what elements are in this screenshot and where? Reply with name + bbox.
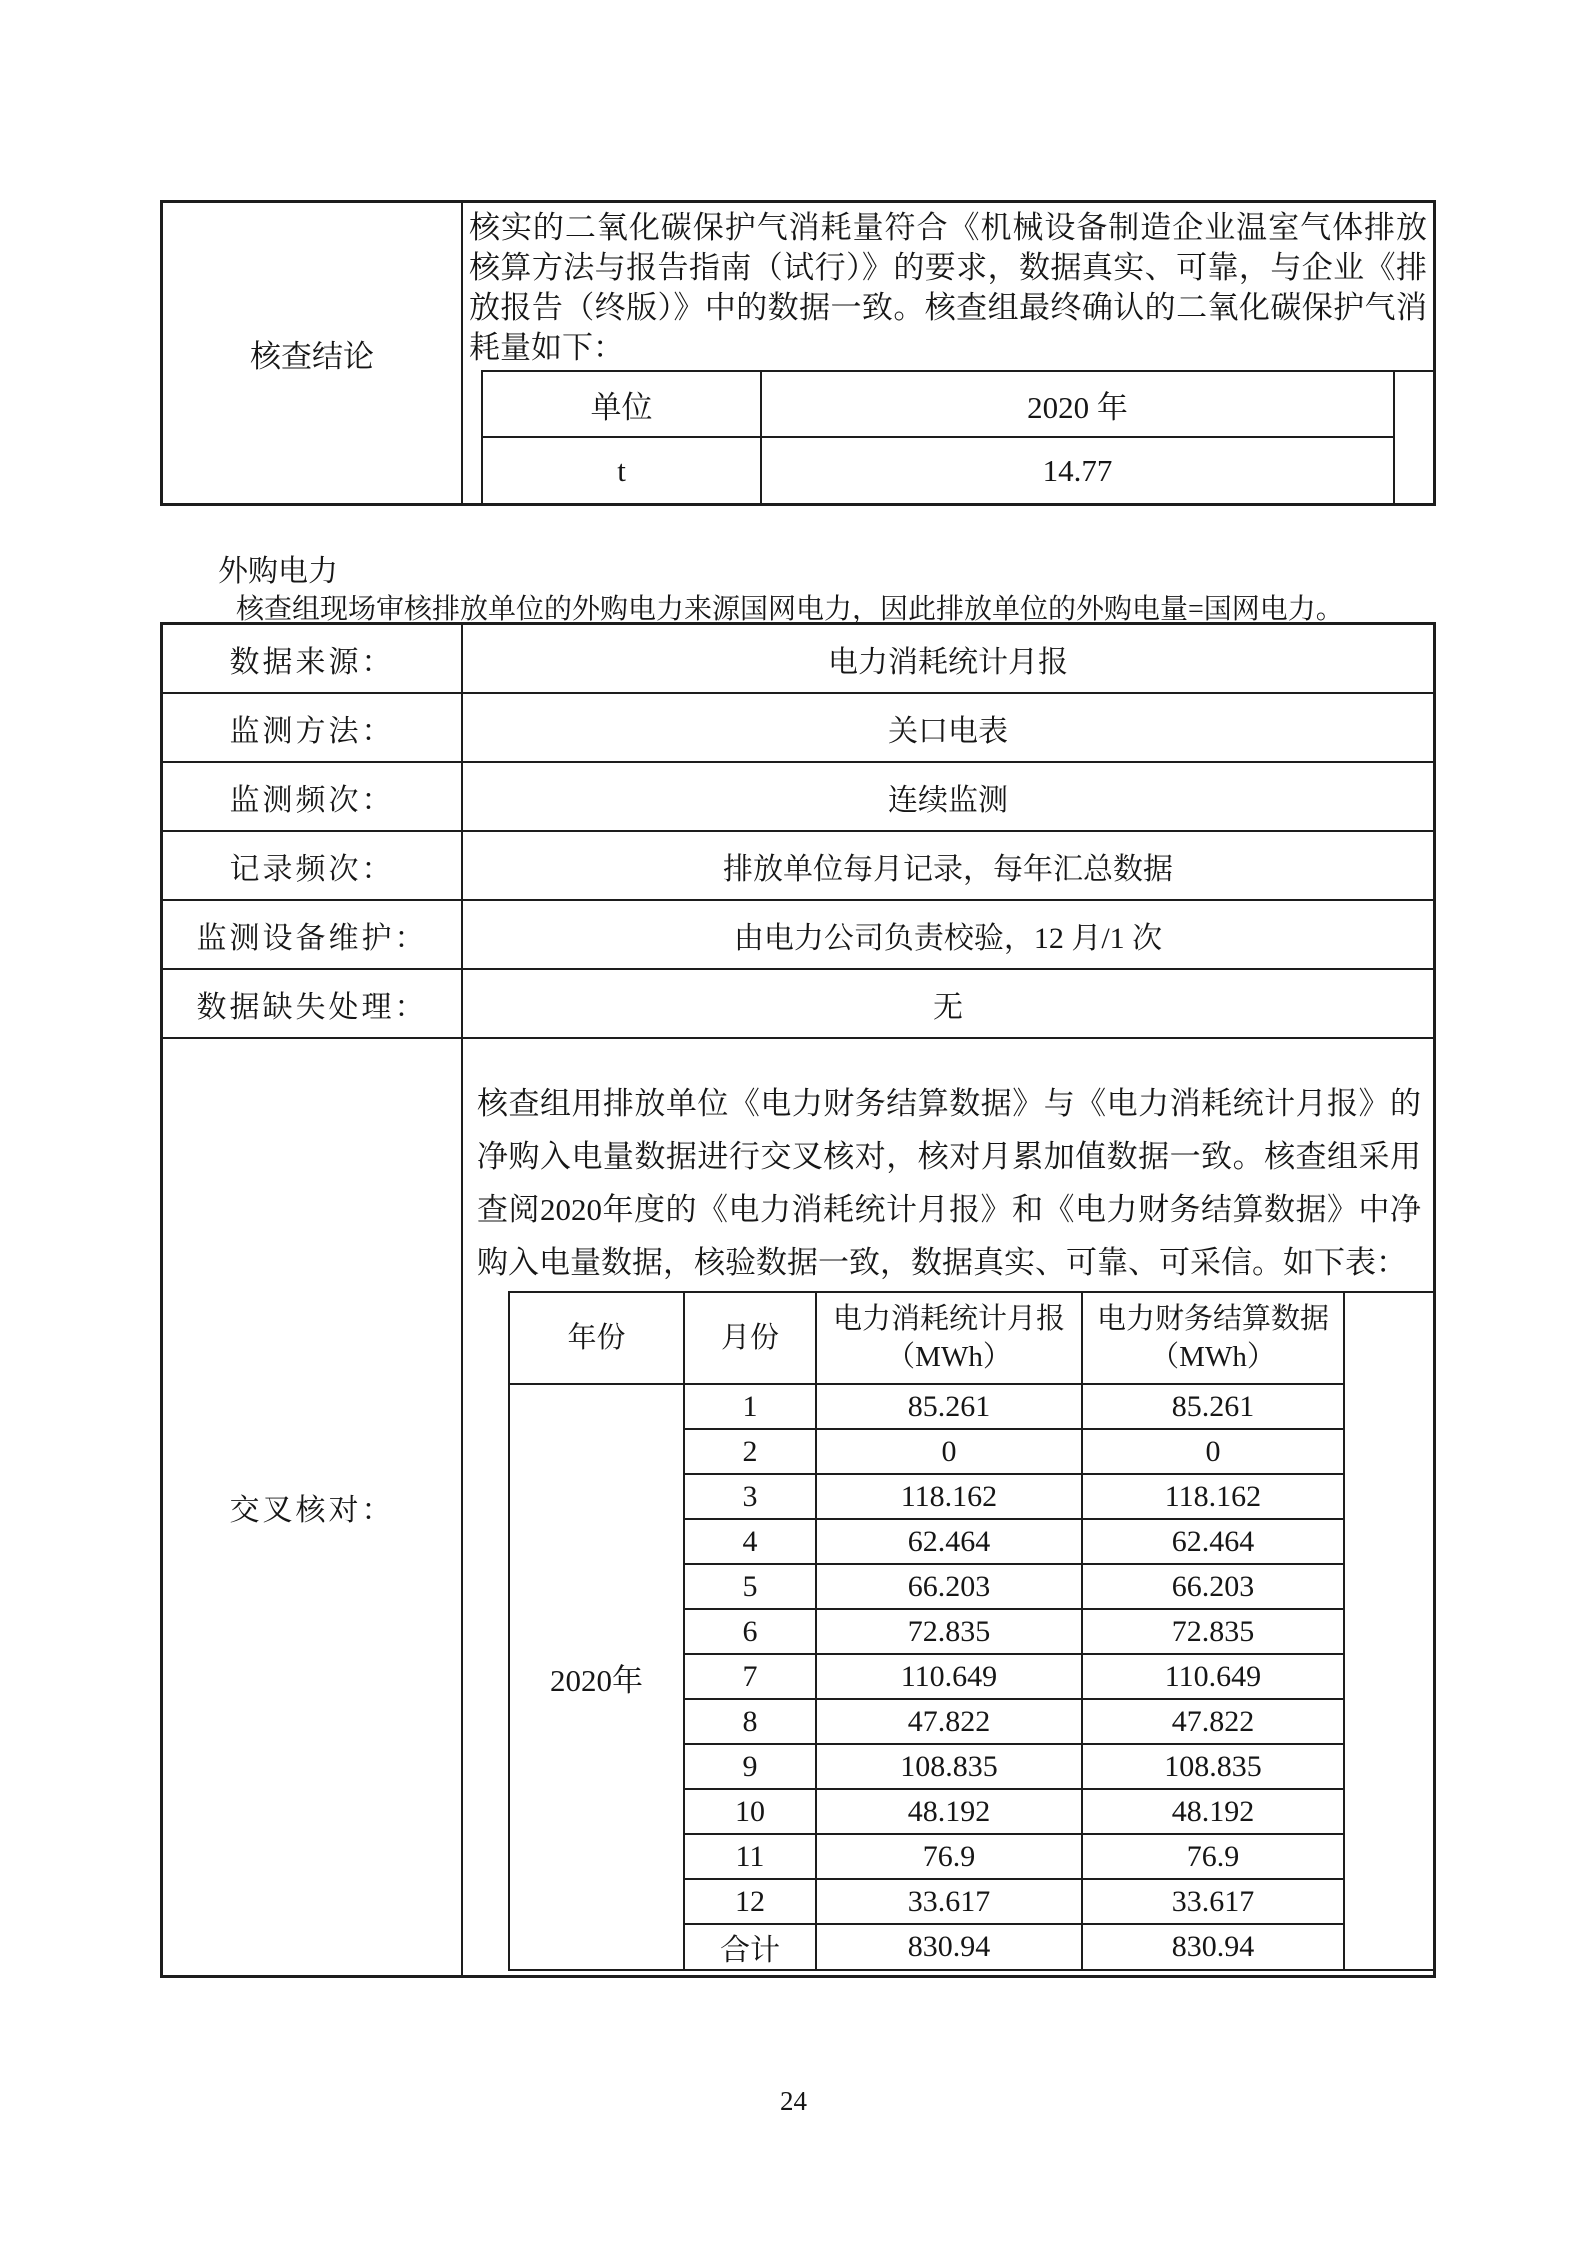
cross-check-row [163, 1039, 1433, 1975]
spacer-cell [1344, 1292, 1433, 1970]
consumption-header-line1: 电力消耗统计月报 [832, 1303, 1065, 1335]
settlement-header-line1: 电力财务结算数据 [1096, 1303, 1329, 1335]
settlement-cell: 72.835 [1082, 1609, 1344, 1654]
consumption-column-header [816, 1292, 1082, 1384]
consumption-total-cell: 830.94 [816, 1924, 1082, 1970]
info-value: 排放单位每月记录，每年汇总数据 [723, 852, 1173, 886]
info-value: 由电力公司负责校验，12 月/1 次 [733, 921, 1163, 955]
info-value: 电力消耗统计月报 [828, 645, 1068, 679]
data-row-month-1 [509, 1384, 1433, 1429]
info-label: 监测频次： [163, 763, 463, 830]
conclusion-paragraph: 核实的二氧化碳保护气消耗量符合《机械设备制造企业温室气体排放核算方法与报告指南（试行）》的要求，数据真实、可靠，与企业《排放报告（终版）》中的数据一致。核查组最终确认的二氧化碳保护气消耗量如下： [469, 210, 1427, 365]
consumption-cell: 118.162 [816, 1474, 1082, 1519]
year-header-cell: 2020 年 [761, 371, 1394, 437]
info-label: 数据缺失处理： [163, 970, 463, 1037]
cross-check-label: 交叉核对： [163, 1039, 463, 1975]
month-cell: 12 [684, 1879, 816, 1924]
unit-value-cell: t [482, 437, 761, 503]
settlement-cell: 85.261 [1082, 1384, 1344, 1429]
consumption-cell: 85.261 [816, 1384, 1082, 1429]
year-value-cell: 2020年 [509, 1384, 684, 1970]
co2-consumption-table [481, 370, 1433, 503]
settlement-column-header [1082, 1292, 1344, 1384]
info-label: 数据来源： [163, 625, 463, 692]
unit-header-cell: 单位 [482, 371, 761, 437]
info-label: 监测设备维护： [163, 901, 463, 968]
consumption-cell: 47.822 [816, 1699, 1082, 1744]
settlement-cell: 33.617 [1082, 1879, 1344, 1924]
consumption-cell: 33.617 [816, 1879, 1082, 1924]
month-cell: 9 [684, 1744, 816, 1789]
consumption-cell: 72.835 [816, 1609, 1082, 1654]
consumption-cell: 110.649 [816, 1654, 1082, 1699]
month-column-header: 月份 [684, 1292, 816, 1384]
info-table [160, 622, 1436, 1978]
conclusion-table [160, 200, 1436, 506]
year-column-header: 年份 [509, 1292, 684, 1384]
section-intro: 核查组现场审核排放单位的外购电力来源国网电力，因此排放单位的外购电量=国网电力。 [236, 594, 1344, 625]
month-cell: 5 [684, 1564, 816, 1609]
co2-table-value-row [482, 437, 1433, 503]
settlement-cell: 118.162 [1082, 1474, 1344, 1519]
total-label-cell: 合计 [684, 1924, 816, 1970]
consumption-cell: 76.9 [816, 1834, 1082, 1879]
settlement-header-line2: （MWh） [1150, 1341, 1276, 1373]
info-row-monitor-frequency [163, 763, 1433, 832]
info-row-device-maintenance [163, 901, 1433, 970]
info-value: 连续监测 [888, 783, 1008, 817]
cross-check-paragraph: 核查组用排放单位《电力财务结算数据》与《电力消耗统计月报》的净购入电量数据进行交叉核对，核对月累加值数据一致。核查组采用查阅2020年度的《电力消耗统计月报》和《电力财务结算数据》中净购入电量数据，核验数据一致，数据真实、可靠、可采信。如下表： [477, 1086, 1421, 1280]
conclusion-body [463, 203, 1433, 503]
settlement-cell: 108.835 [1082, 1744, 1344, 1789]
settlement-cell: 48.192 [1082, 1789, 1344, 1834]
info-row-record-frequency [163, 832, 1433, 901]
month-cell: 3 [684, 1474, 816, 1519]
info-value: 关口电表 [888, 714, 1008, 748]
settlement-total-cell: 830.94 [1082, 1924, 1344, 1970]
consumption-cell: 0 [816, 1429, 1082, 1474]
month-cell: 10 [684, 1789, 816, 1834]
month-cell: 8 [684, 1699, 816, 1744]
consumption-cell: 48.192 [816, 1789, 1082, 1834]
month-cell: 4 [684, 1519, 816, 1564]
settlement-cell: 66.203 [1082, 1564, 1344, 1609]
spacer-cell [1394, 371, 1433, 503]
info-row-data-source [163, 625, 1433, 694]
settlement-cell: 110.649 [1082, 1654, 1344, 1699]
month-cell: 6 [684, 1609, 816, 1654]
info-label: 监测方法： [163, 694, 463, 761]
consumption-cell: 66.203 [816, 1564, 1082, 1609]
month-cell: 11 [684, 1834, 816, 1879]
settlement-cell: 47.822 [1082, 1699, 1344, 1744]
month-cell: 1 [684, 1384, 816, 1429]
month-cell: 7 [684, 1654, 816, 1699]
settlement-cell: 62.464 [1082, 1519, 1344, 1564]
consumption-cell: 62.464 [816, 1519, 1082, 1564]
info-row-missing-data [163, 970, 1433, 1039]
info-row-monitor-method [163, 694, 1433, 763]
consumption-cell: 108.835 [816, 1744, 1082, 1789]
cross-check-table [508, 1291, 1433, 1971]
cross-check-cell [463, 1039, 1433, 1975]
section-heading: 外购电力 [218, 555, 338, 588]
settlement-cell: 76.9 [1082, 1834, 1344, 1879]
year-value-cell: 14.77 [761, 437, 1394, 503]
co2-table-header-row [482, 371, 1433, 437]
conclusion-label: 核查结论 [163, 203, 463, 503]
settlement-cell: 0 [1082, 1429, 1344, 1474]
month-cell: 2 [684, 1429, 816, 1474]
consumption-header-line2: （MWh） [886, 1341, 1012, 1373]
cross-check-header-row [509, 1292, 1433, 1384]
page-number: 24 [780, 2086, 807, 2116]
info-label: 记录频次： [163, 832, 463, 899]
info-value: 无 [933, 990, 963, 1024]
